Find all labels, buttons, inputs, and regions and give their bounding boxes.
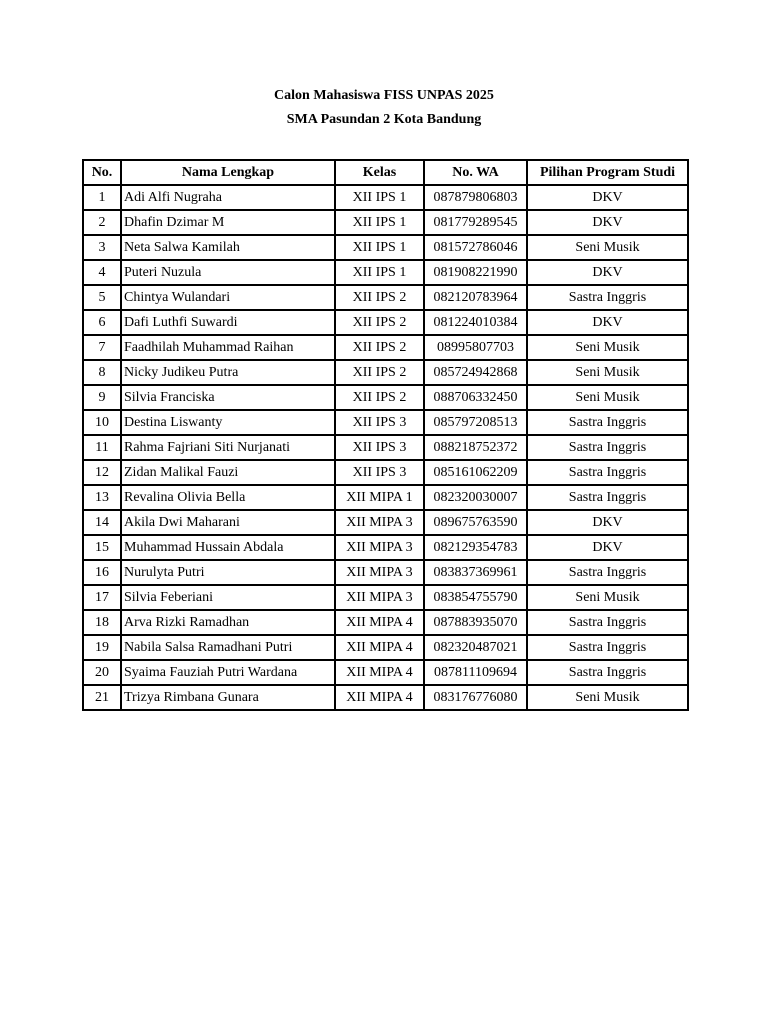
header-program-studi: Pilihan Program Studi [527,160,688,185]
cell-kelas: XII IPS 1 [335,210,424,235]
cell-program-studi: Seni Musik [527,585,688,610]
header-row [83,160,688,185]
cell-program-studi: Seni Musik [527,235,688,260]
cell-program-studi: Sastra Inggris [527,635,688,660]
cell-program-studi: Sastra Inggris [527,435,688,460]
table-row [83,635,688,660]
cell-no: 7 [83,335,121,360]
cell-program-studi: Seni Musik [527,385,688,410]
cell-no-wa: 087811109694 [424,660,527,685]
cell-no: 3 [83,235,121,260]
table-row [83,535,688,560]
cell-no: 21 [83,685,121,710]
cell-kelas: XII IPS 2 [335,285,424,310]
cell-no-wa: 083837369961 [424,560,527,585]
cell-no: 18 [83,610,121,635]
cell-no-wa: 081572786046 [424,235,527,260]
table-row [83,460,688,485]
cell-kelas: XII MIPA 4 [335,685,424,710]
cell-kelas: XII IPS 3 [335,460,424,485]
cell-nama-lengkap: Neta Salwa Kamilah [121,235,335,260]
cell-nama-lengkap: Puteri Nuzula [121,260,335,285]
cell-no: 8 [83,360,121,385]
cell-nama-lengkap: Rahma Fajriani Siti Nurjanati [121,435,335,460]
cell-nama-lengkap: Revalina Olivia Bella [121,485,335,510]
cell-no-wa: 083176776080 [424,685,527,710]
cell-no-wa: 087879806803 [424,185,527,210]
cell-no-wa: 081224010384 [424,310,527,335]
table-row [83,610,688,635]
cell-no-wa: 082320487021 [424,635,527,660]
cell-nama-lengkap: Zidan Malikal Fauzi [121,460,335,485]
cell-no: 5 [83,285,121,310]
cell-no: 19 [83,635,121,660]
cell-kelas: XII MIPA 3 [335,535,424,560]
cell-program-studi: DKV [527,535,688,560]
cell-nama-lengkap: Faadhilah Muhammad Raihan [121,335,335,360]
header-no: No. [83,160,121,185]
cell-program-studi: DKV [527,510,688,535]
cell-no: 1 [83,185,121,210]
cell-kelas: XII IPS 2 [335,360,424,385]
table-row [83,685,688,710]
header-no-wa: No. WA [424,160,527,185]
table-row [83,385,688,410]
cell-kelas: XII MIPA 4 [335,660,424,685]
student-table [82,159,689,711]
table-row [83,485,688,510]
cell-no-wa: 087883935070 [424,610,527,635]
cell-nama-lengkap: Nabila Salsa Ramadhani Putri [121,635,335,660]
cell-kelas: XII IPS 1 [335,185,424,210]
cell-program-studi: DKV [527,185,688,210]
cell-nama-lengkap: Trizya Rimbana Gunara [121,685,335,710]
cell-no-wa: 08995807703 [424,335,527,360]
table-row [83,435,688,460]
table-row [83,560,688,585]
cell-no: 20 [83,660,121,685]
table-row [83,360,688,385]
table-header [83,160,688,185]
table-row [83,410,688,435]
cell-no-wa: 082120783964 [424,285,527,310]
cell-program-studi: DKV [527,210,688,235]
cell-no: 9 [83,385,121,410]
cell-kelas: XII MIPA 4 [335,635,424,660]
cell-program-studi: Sastra Inggris [527,610,688,635]
cell-no: 15 [83,535,121,560]
cell-no: 14 [83,510,121,535]
cell-no: 13 [83,485,121,510]
header-nama-lengkap: Nama Lengkap [121,160,335,185]
cell-nama-lengkap: Akila Dwi Maharani [121,510,335,535]
table-body [83,185,688,710]
cell-kelas: XII IPS 2 [335,310,424,335]
cell-kelas: XII IPS 2 [335,335,424,360]
cell-program-studi: Sastra Inggris [527,485,688,510]
cell-no-wa: 082320030007 [424,485,527,510]
cell-no-wa: 088706332450 [424,385,527,410]
cell-program-studi: Sastra Inggris [527,410,688,435]
cell-nama-lengkap: Silvia Franciska [121,385,335,410]
table-row [83,185,688,210]
cell-nama-lengkap: Destina Liswanty [121,410,335,435]
cell-kelas: XII MIPA 3 [335,510,424,535]
cell-no: 11 [83,435,121,460]
document-subtitle: SMA Pasundan 2 Kota Bandung [286,112,482,127]
cell-program-studi: DKV [527,260,688,285]
cell-no: 6 [83,310,121,335]
cell-no-wa: 088218752372 [424,435,527,460]
cell-program-studi: Sastra Inggris [527,660,688,685]
table-row [83,585,688,610]
cell-nama-lengkap: Chintya Wulandari [121,285,335,310]
cell-no-wa: 082129354783 [424,535,527,560]
cell-no-wa: 081779289545 [424,210,527,235]
cell-program-studi: Seni Musik [527,685,688,710]
table-row [83,510,688,535]
cell-program-studi: Sastra Inggris [527,285,688,310]
cell-nama-lengkap: Dhafin Dzimar M [121,210,335,235]
cell-kelas: XII IPS 1 [335,235,424,260]
cell-kelas: XII IPS 1 [335,260,424,285]
cell-nama-lengkap: Adi Alfi Nugraha [121,185,335,210]
cell-no-wa: 083854755790 [424,585,527,610]
cell-no-wa: 085724942868 [424,360,527,385]
cell-no: 17 [83,585,121,610]
table-row [83,260,688,285]
cell-nama-lengkap: Muhammad Hussain Abdala [121,535,335,560]
cell-kelas: XII MIPA 4 [335,610,424,635]
cell-nama-lengkap: Silvia Feberiani [121,585,335,610]
cell-program-studi: Sastra Inggris [527,460,688,485]
cell-no-wa: 085161062209 [424,460,527,485]
cell-nama-lengkap: Syaima Fauziah Putri Wardana [121,660,335,685]
cell-no-wa: 085797208513 [424,410,527,435]
header-kelas: Kelas [335,160,424,185]
cell-no: 16 [83,560,121,585]
cell-kelas: XII IPS 2 [335,385,424,410]
cell-no: 10 [83,410,121,435]
cell-program-studi: Seni Musik [527,360,688,385]
cell-kelas: XII MIPA 3 [335,585,424,610]
cell-kelas: XII IPS 3 [335,435,424,460]
cell-kelas: XII MIPA 1 [335,485,424,510]
cell-program-studi: DKV [527,310,688,335]
table-row [83,660,688,685]
table-row [83,310,688,335]
cell-no: 2 [83,210,121,235]
cell-nama-lengkap: Nicky Judikeu Putra [121,360,335,385]
cell-nama-lengkap: Dafi Luthfi Suwardi [121,310,335,335]
table-row [83,335,688,360]
cell-program-studi: Sastra Inggris [527,560,688,585]
document-title: Calon Mahasiswa FISS UNPAS 2025 [274,88,494,103]
cell-program-studi: Seni Musik [527,335,688,360]
cell-nama-lengkap: Nurulyta Putri [121,560,335,585]
cell-no: 4 [83,260,121,285]
cell-no-wa: 081908221990 [424,260,527,285]
cell-kelas: XII MIPA 3 [335,560,424,585]
cell-nama-lengkap: Arva Rizki Ramadhan [121,610,335,635]
table-row [83,235,688,260]
cell-kelas: XII IPS 3 [335,410,424,435]
table-row [83,285,688,310]
cell-no: 12 [83,460,121,485]
cell-no-wa: 089675763590 [424,510,527,535]
table-row [83,210,688,235]
